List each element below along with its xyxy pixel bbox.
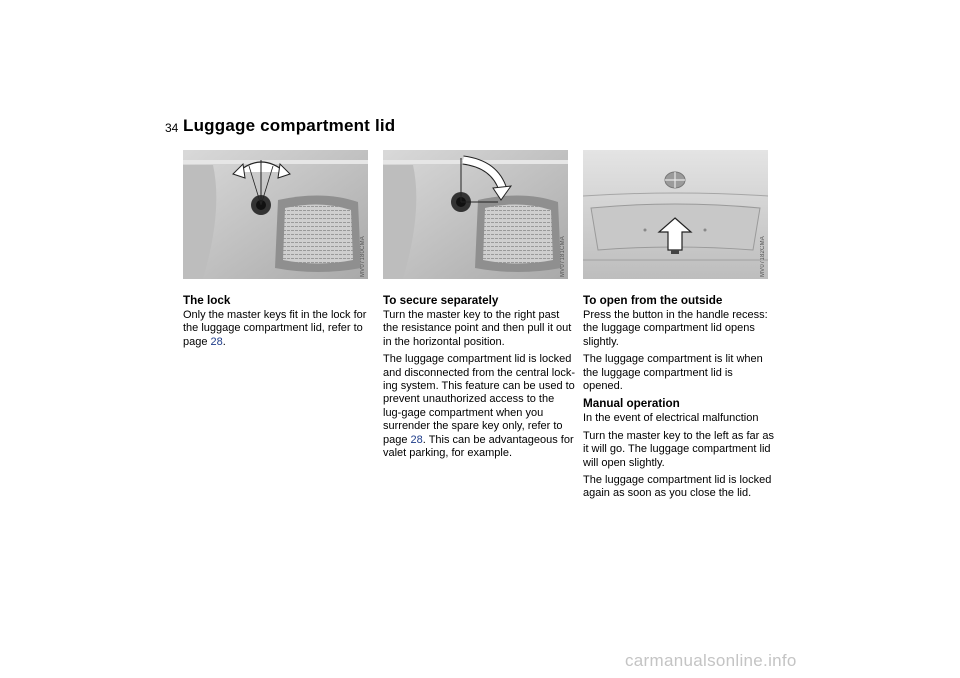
section-heading: To open from the outside [583, 294, 723, 307]
watermark: carmanualsonline.info [625, 651, 797, 670]
figure-code: MV07180CMA [360, 236, 366, 278]
section-heading-manual-operation: Manual operation [583, 397, 680, 411]
figure-open [583, 150, 768, 279]
open-illustration [583, 150, 768, 279]
paragraph: Only the master keys fit in the lock for the luggage compartment lid, refer to page 28. [183, 309, 367, 348]
section-secure-separately [383, 294, 575, 464]
figure-code: MV07182CMA [760, 236, 766, 278]
paragraph: The luggage compartment lid is locked and disconnected from the central lock-ing system. This feature can be used to prevent unauthorized access to the lug-gage compartment when you surrender the spare key only, refer to page 28. This can be advantageous for valet parking, for example. [383, 353, 575, 460]
section-heading: The lock [183, 294, 231, 307]
paragraph: Press the button in the handle recess: the luggage compartment lid opens slightly. [583, 309, 768, 348]
paragraph: In the event of electrical malfunction [583, 412, 759, 425]
section-open-from-outside [583, 294, 775, 505]
page-number: 34 [165, 121, 179, 135]
paragraph: The luggage compartment lid is locked again as soon as you close the lid. [583, 474, 772, 500]
paragraph: The luggage compartment is lit when the luggage compartment lid is opened. [583, 353, 763, 393]
figure-lock [183, 150, 368, 279]
page-reference-link[interactable]: 28 [210, 335, 223, 348]
paragraph: Turn the master key to the right past the resistance point and then pull it out in the horizontal position. [383, 309, 572, 348]
figure-secure [383, 150, 568, 279]
secure-illustration [383, 150, 568, 279]
lock-illustration [183, 150, 368, 279]
figure-code: MV07181CMA [560, 236, 566, 278]
section-the-lock [183, 294, 375, 353]
paragraph: Turn the master key to the left as far as it will go. The luggage compartment lid will open slightly. [583, 429, 774, 469]
page-title: Luggage compartment lid [183, 116, 396, 135]
section-heading: To secure separately [383, 294, 499, 307]
page-reference-link[interactable]: 28 [410, 433, 423, 446]
